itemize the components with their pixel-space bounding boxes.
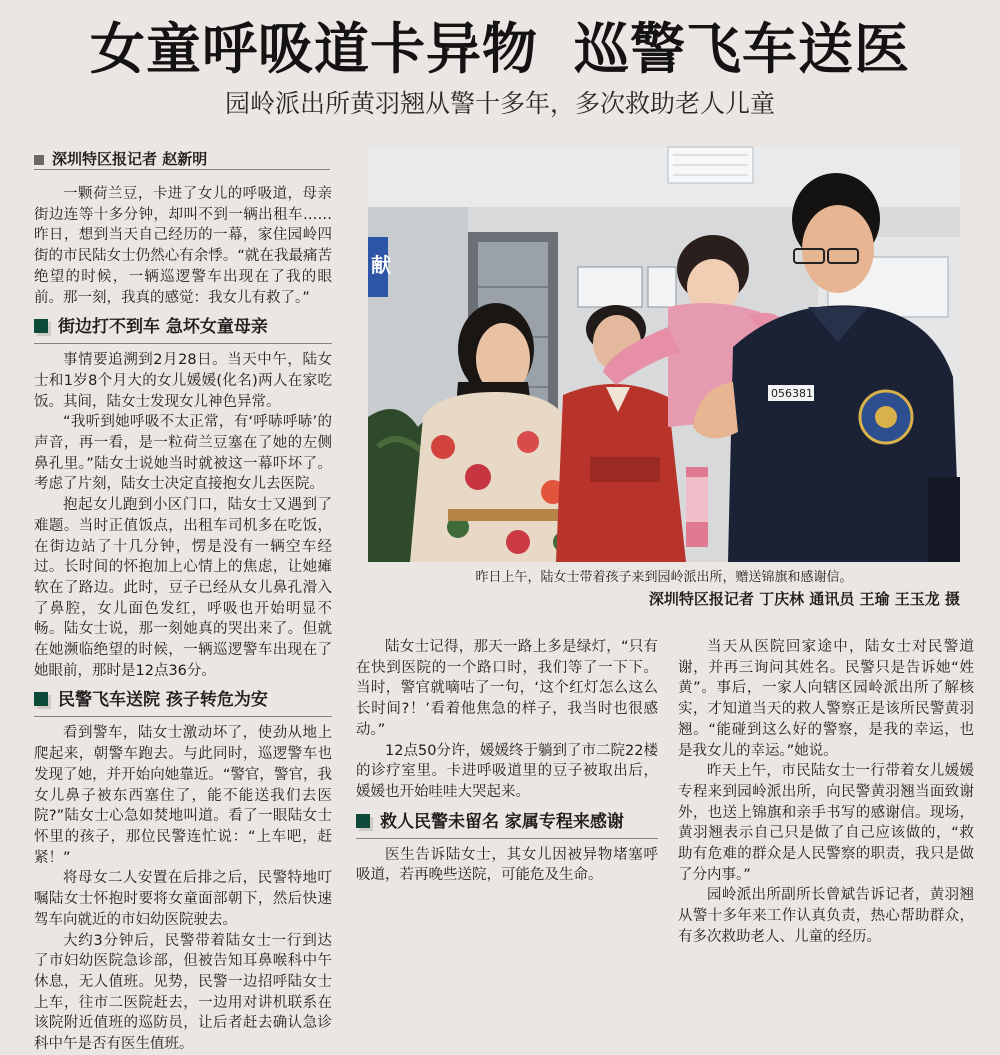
paragraph: 医生告诉陆女士，其女儿因被异物堵塞呼吸道，若再晚些送院，可能危及生命。 [356,846,658,884]
headline-right: 巡警飞车送医 [574,17,911,81]
column-2 [356,637,658,886]
photo-caption: 昨日上午，陆女士带着孩子来到园岭派出所，赠送锦旗和感谢信。 [475,570,853,585]
photo-illustration [368,147,960,562]
paragraph: 事情要追溯到2月28日。当天中午，陆女士和1岁8个月大的女儿媛媛(化名)两人在家吃饭。其间，陆女士发现女儿神色异常。 [34,352,332,410]
paragraph: 昨天上午，市民陆女士一行带着女儿媛媛专程来到园岭派出所，向民警黄羽翘当面致谢外，也送上锦旗和亲手书写的感谢信。现场，黄羽翘表示自己只是做了自己应该做的，“救助有危难的群众是人民警察的职责，我只是做了分内事。” [678,763,974,883]
section-bullet-icon [34,319,48,333]
byline-text: 深圳特区报记者 赵新明 [52,150,208,168]
paragraph: 将母女二人安置在后排之后，民警特地叮嘱陆女士怀抱时要将女童面部朝下，然后快速驾车向就近的市妇幼医院驶去。 [34,870,332,928]
section-bullet-icon [356,814,370,828]
paragraph: 抱起女儿跑到小区门口，陆女士又遇到了难题。当时正值饭点，出租车司机多在吃饭，在街边站了十几分钟，愣是没有一辆空车经过。长时间的怀抱加上心情上的焦虑，让她瘫软在了路边。此时，豆子已经从女儿鼻孔滑入了鼻腔，女儿面色发红，呼吸也开始明显不畅。陆女士说，那一刻她真的哭出来了。但就在她濒临绝望的时候，一辆巡逻警车出现在了她眼前，那时是12点36分。 [34,497,332,679]
byline [34,148,330,170]
paragraph: 当天从医院回家途中，陆女士对民警道谢，并再三询问其姓名。民警只是告诉她“姓黄”。事后，一家人向辖区园岭派出所了解核实，才知道当天的救人警察正是该所民警黄羽翘。“能碰到这么好的警察，是我的幸运，也是我女儿的幸运。”她说。 [678,639,974,759]
subheadline: 园岭派出所黄羽翘从警十多年，多次救助老人儿童 [224,89,775,118]
headline [0,14,1000,84]
paragraph: “我听到她呼吸不太正常，有‘呼哧呼哧’的声音，再一看，是一粒荷兰豆塞在了她的左侧鼻孔里。”陆女士说她当时就被这一幕吓坏了。考虑了片刻，陆女士决定直接抱女儿去医院。 [34,414,332,493]
news-photo [368,147,960,562]
section-heading-2: 民警飞车送院 孩子转危为安 [34,687,332,717]
paragraph: 12点50分许，媛媛终于躺到了市二院22楼的诊疗室里。卡进呼吸道里的豆子被取出后，媛媛也开始哇哇大哭起来。 [356,742,658,800]
intro-paragraph: 一颗荷兰豆，卡进了女儿的呼吸道，母亲街边连等十多分钟，却叫不到一辆出租车……昨日，想到当天自己经历的一幕，家住园岭四街的市民陆女士仍然心有余悸。“就在我最痛苦绝望的时候，一辆巡逻警车出现在了我的眼前。那一刻，我真的感觉：我女儿有救了。” [34,186,332,306]
paragraph: 陆女士记得，那天一路上多是绿灯，“只有在快到医院的一个路口时，我们等了一下下。当时，警官就嘀咕了一句，‘这个红灯怎么这么长时间?！’看着他焦急的样子，我当时也很感动。” [356,639,658,738]
wall-sign-text: 献 [371,253,391,277]
paragraph: 园岭派出所副所长曾斌告诉记者，黄羽翘从警十多年来工作认真负责，热心帮助群众，有多次救助老人、儿童的经历。 [678,887,974,945]
section-bullet-icon [34,692,48,706]
square-bullet-icon [34,155,44,165]
badge-number: 056381 [771,387,813,400]
section-heading-1: 街边打不到车 急坏女童母亲 [34,314,332,344]
photo-credit: 深圳特区报记者 丁庆林 通讯员 王瑜 王玉龙 摄 [648,590,960,608]
paragraph: 大约3分钟后，民警带着陆女士一行到达了市妇幼医院急诊部，但被告知耳鼻喉科中午休息，无人值班。见势，民警一边招呼陆女士上车，往市二医院赶去，一边用对讲机联系在该院附近值班的巡防员，让后者赶去确认急诊科中午是否有医生值班。 [34,932,332,1053]
headline-left: 女童呼吸道卡异物 [89,17,538,81]
paragraph: 看到警车，陆女士激动坏了，使劲从地上爬起来，朝警车跑去。与此同时，巡逻警车也发现了她，并开始向她靠近。“警官，警官，我女儿鼻子被东西塞住了，能不能送我们去医院?”陆女士心急如焚地叫道。看了一眼陆女士怀里的孩子，那位民警连忙说：“上车吧，赶紧！” [34,725,332,866]
section-heading-3: 救人民警未留名 家属专程来感谢 [356,809,658,839]
column-3 [678,637,974,948]
column-1 [34,184,332,1055]
